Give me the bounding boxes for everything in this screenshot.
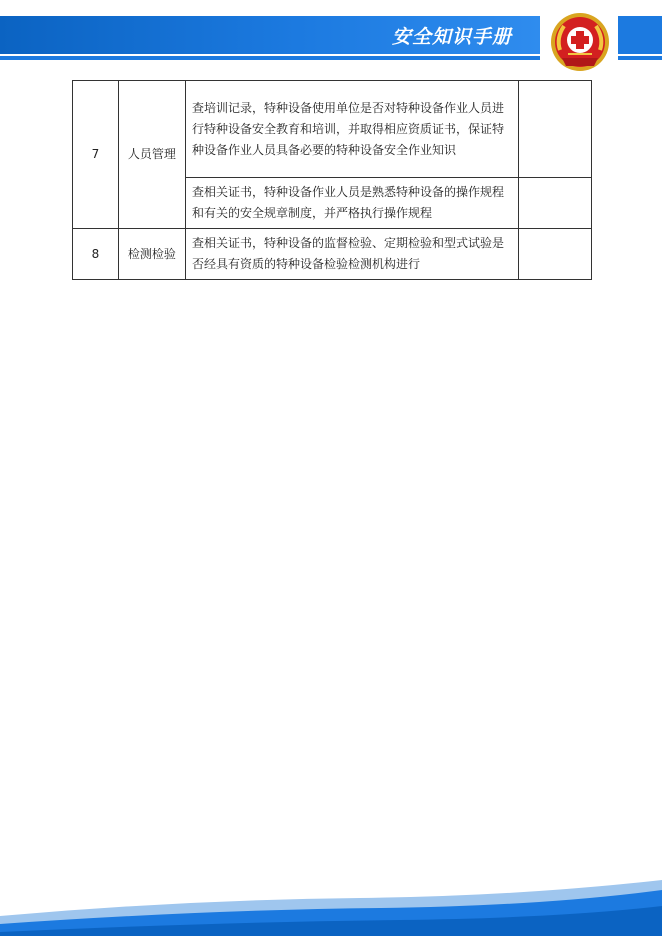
result-cell [519, 178, 592, 229]
row-number: 7 [73, 81, 119, 229]
check-content: 查相关证书，特种设备的监督检验、定期检验和型式试验是否经具有资质的特种设备检验检测机构进行 [186, 229, 519, 280]
check-item: 检测检验 [118, 229, 185, 280]
check-content: 查相关证书，特种设备作业人员是熟悉特种设备的操作规程和有关的安全规章制度，并严格执行操作规程 [186, 178, 519, 229]
header-right-block [618, 16, 662, 54]
result-cell [519, 81, 592, 178]
check-item: 人员管理 [118, 81, 185, 229]
emblem-icon [548, 10, 612, 74]
table-row [73, 81, 592, 178]
header-banner [0, 16, 540, 54]
safety-check-table [72, 80, 592, 280]
header-title: 安全知识手册 [391, 26, 512, 48]
check-content: 查培训记录，特种设备使用单位是否对特种设备作业人员进行特种设备安全教育和培训，并取得相应资质证书，保证特种设备作业人员具备必要的特种设备安全作业知识 [186, 81, 519, 178]
table-row [73, 229, 592, 280]
row-number: 8 [73, 229, 119, 280]
result-cell [519, 229, 592, 280]
footer-wave [0, 876, 662, 936]
